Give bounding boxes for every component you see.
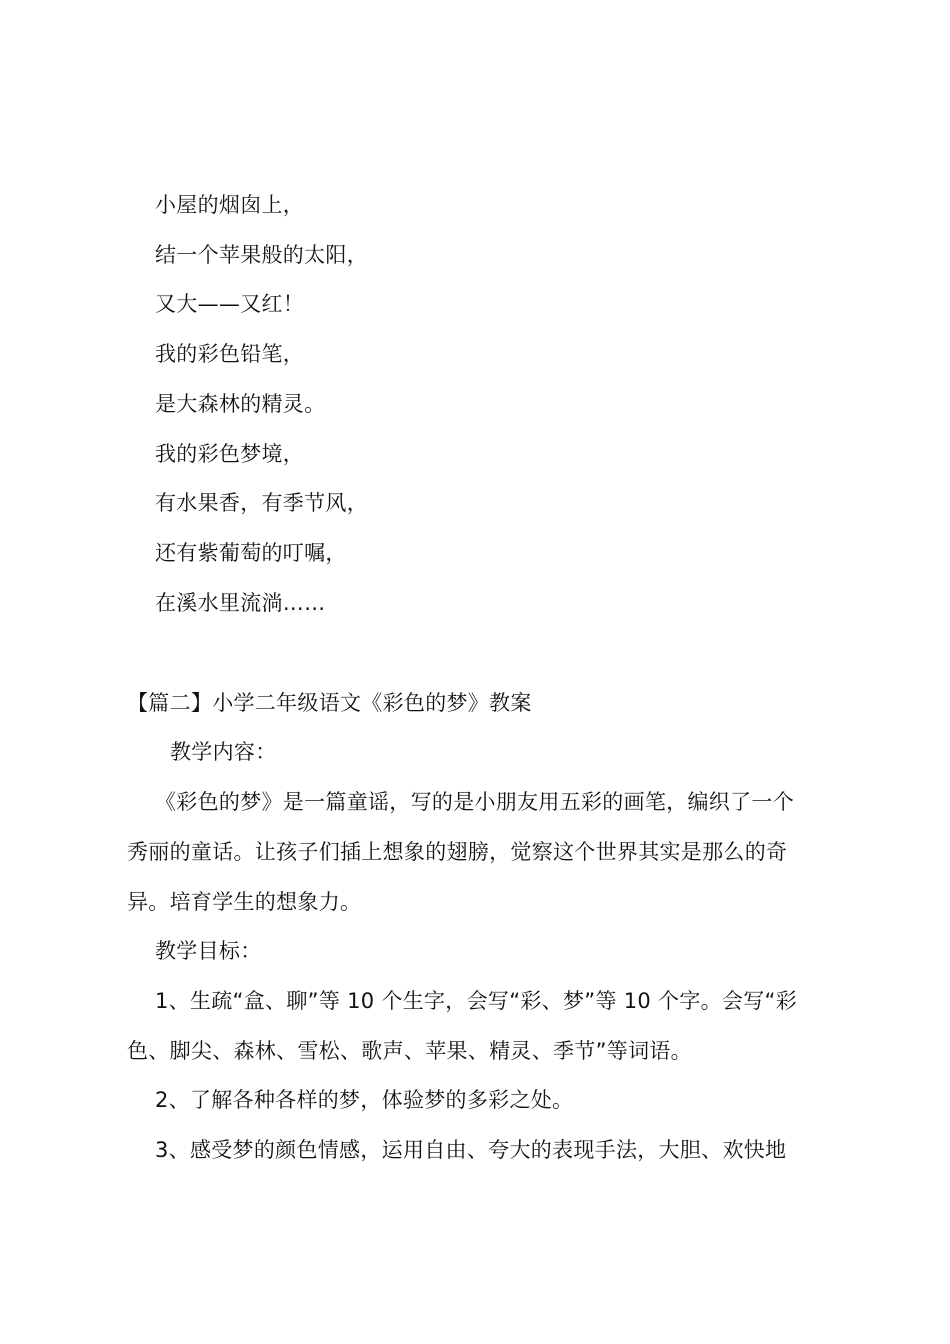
poem-line: 还有紫葡萄的叮嘱， — [155, 541, 347, 565]
section-heading: 【篇二】小学二年级语文《彩色的梦》教案 — [127, 691, 532, 715]
goal-1-line: 色、脚尖、森林、雪松、歌声、苹果、精灵、季节”等词语。 — [127, 1039, 692, 1063]
poem-line: 在溪水里流淌…… — [155, 591, 326, 615]
poem-line: 又大——又红！ — [155, 292, 305, 316]
poem-line: 我的彩色梦境， — [155, 442, 305, 466]
goal-1-line: 1、生疏“盒、聊”等 10 个生字，会写“彩、梦”等 10 个字。会写“彩 — [155, 989, 797, 1013]
goal-2-line: 2、了解各种各样的梦，体验梦的多彩之处。 — [155, 1088, 574, 1112]
content-paragraph-line: 秀丽的童话。让孩子们插上想象的翅膀，觉察这个世界其实是那么的奇 — [127, 840, 788, 864]
content-paragraph-line: 《彩色的梦》是一篇童谣，写的是小朋友用五彩的画笔，编织了一个 — [155, 790, 794, 814]
content-paragraph-line: 异。培育学生的想象力。 — [127, 890, 362, 914]
poem-line: 结一个苹果般的太阳， — [155, 243, 368, 267]
poem-line: 是大森林的精灵。 — [155, 392, 326, 416]
goal-3-line: 3、感受梦的颜色情感，运用自由、夸大的表现手法，大胆、欢快地 — [155, 1138, 787, 1162]
goals-label: 教学目标： — [155, 939, 262, 963]
poem-line: 我的彩色铅笔， — [155, 342, 305, 366]
content-label: 教学内容： — [170, 740, 277, 764]
poem-line: 有水果香，有季节风， — [155, 491, 368, 515]
poem-line: 小屋的烟囱上， — [155, 193, 305, 217]
